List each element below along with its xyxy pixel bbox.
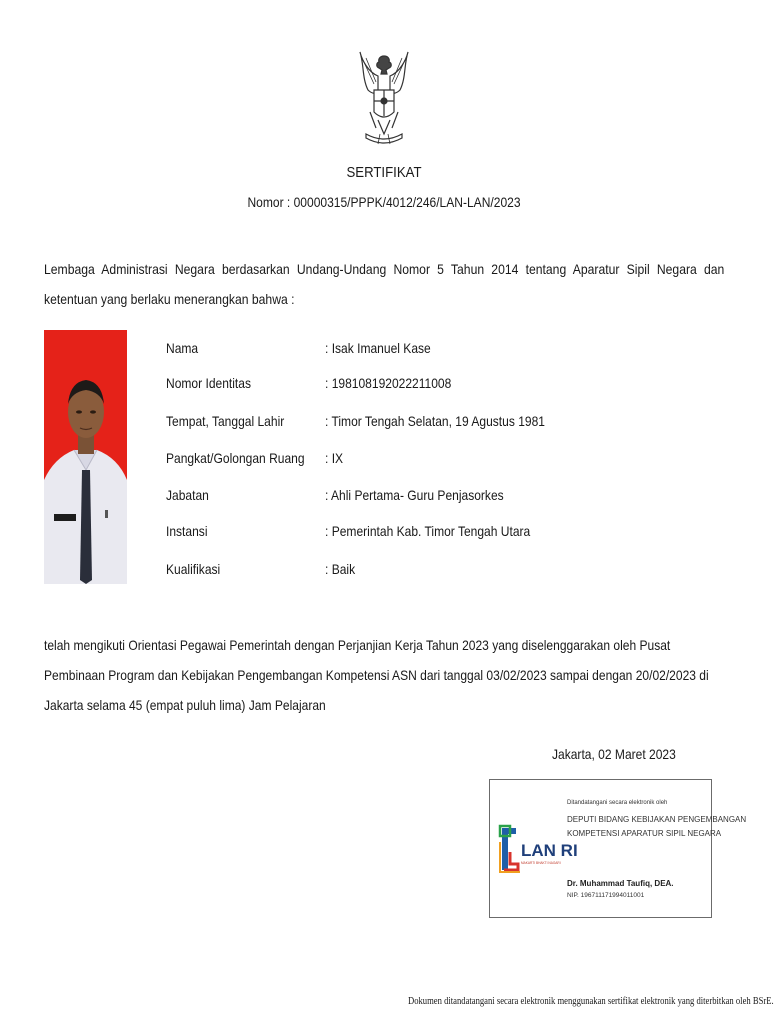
field-value-tempat-tanggal-lahir: : Timor Tengah Selatan, 19 Agustus 1981	[325, 413, 545, 429]
logo-text: LAN RI	[521, 841, 578, 860]
field-label-jabatan: Jabatan	[166, 487, 209, 503]
department-line-1: DEPUTI BIDANG KEBIJAKAN PENGEMBANGAN	[567, 815, 747, 824]
garuda-pancasila-icon	[356, 50, 412, 150]
signer-department	[567, 813, 746, 841]
field-value-instansi: : Pemerintah Kab. Timor Tengah Utara	[325, 523, 531, 539]
field-label-nama: Nama	[166, 340, 199, 356]
signer-nip: NIP. 196711171994011001	[567, 892, 645, 899]
field-label-pangkat: Pangkat/Golongan Ruang	[166, 450, 305, 466]
field-value-nama: : Isak Imanuel Kase	[325, 340, 431, 356]
field-value-kualifikasi: : Baik	[325, 561, 356, 577]
intro-paragraph: Lembaga Administrasi Negara berdasarkan Undang-Undang Nomor 5 Tahun 2014 tentang Aparatur Sipil Negara dan ketentuan yang berlaku menerangkan bahwa :	[44, 261, 725, 307]
logo-tagline: MAKARTI BHAKTI NAGARI	[521, 861, 561, 865]
participant-photo	[44, 330, 127, 584]
field-label-instansi: Instansi	[166, 523, 208, 539]
e-signature-box	[489, 779, 747, 918]
signer-name: Dr. Muhammad Taufiq, DEA.	[567, 879, 674, 888]
portrait-image	[44, 330, 127, 584]
field-value-pangkat: : IX	[325, 450, 344, 466]
certificate-number: Nomor : 00000315/PPPK/4012/246/LAN-LAN/2023	[247, 194, 521, 210]
footer-note: Dokumen ditandatangani secara elektronik menggunakan sertifikat elektronik yang diterbitkan oleh BSrE.	[408, 996, 774, 1007]
field-value-jabatan: : Ahli Pertama- Guru Penjasorkes	[325, 487, 504, 503]
lan-ri-logo	[496, 822, 578, 876]
field-label-tempat-tanggal-lahir: Tempat, Tanggal Lahir	[166, 413, 285, 429]
field-value-nomor-identitas: : 198108192022211008	[325, 375, 452, 391]
training-statement: telah mengikuti Orientasi Pegawai Pemerintah dengan Perjanjian Kerja Tahun 2023 yang diselenggarakan oleh Pusat Pembinaan Program dan Kebijakan Pengembangan Kompetensi ASN dari tanggal 03/02/2023 sampai dengan 20/02/2023 di Jakarta selama 45 (empat puluh lima) Jam Pelajaran	[44, 637, 709, 713]
field-label-nomor-identitas: Nomor Identitas	[166, 375, 251, 391]
signed-note: Ditandatangani secara elektronik oleh	[567, 800, 668, 806]
certificate-title: SERTIFIKAT	[346, 164, 422, 181]
place-date: Jakarta, 02 Maret 2023	[552, 746, 676, 762]
department-line-2: KOMPETENSI APARATUR SIPIL NEGARA	[567, 829, 722, 838]
field-label-kualifikasi: Kualifikasi	[166, 561, 221, 577]
